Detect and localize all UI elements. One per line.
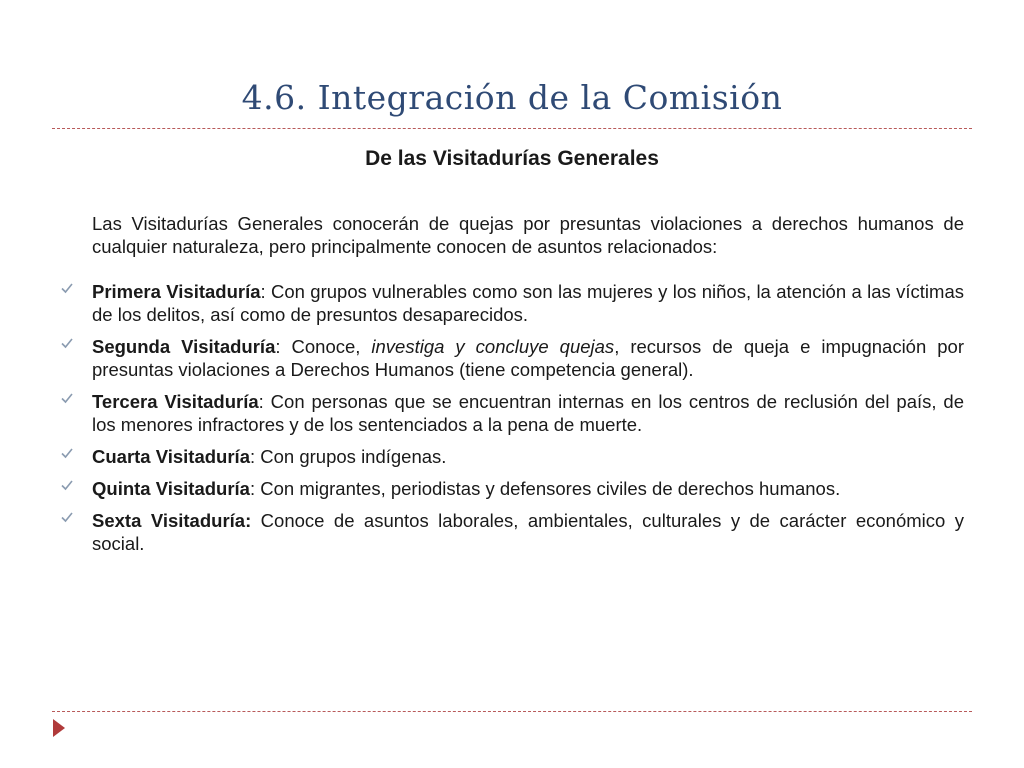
slide-content bbox=[60, 212, 964, 564]
item-text-italic: investiga y concluye quejas bbox=[371, 336, 615, 357]
item-label: Sexta Visitaduría: bbox=[92, 510, 252, 531]
item-label: Primera Visitaduría bbox=[92, 281, 261, 302]
nav-arrow-icon[interactable] bbox=[52, 718, 66, 738]
bottom-divider bbox=[52, 711, 972, 712]
list-item-cuarta bbox=[60, 445, 964, 468]
intro-paragraph: Las Visitadurías Generales conocerán de quejas por presuntas violaciones a derechos humanos de cualquier naturaleza, pero principalmente conocen de asuntos relacionados: bbox=[92, 213, 964, 257]
item-label: Quinta Visitaduría bbox=[92, 478, 250, 499]
list-item-segunda bbox=[60, 335, 964, 381]
item-label: Cuarta Visitaduría bbox=[92, 446, 250, 467]
check-icon bbox=[60, 336, 74, 350]
list-item-primera bbox=[60, 280, 964, 326]
item-text: : Con migrantes, periodistas y defensores civiles de derechos humanos. bbox=[249, 478, 841, 499]
visitadurias-list bbox=[60, 280, 964, 555]
check-icon bbox=[60, 391, 74, 405]
list-item-tercera bbox=[60, 390, 964, 436]
list-item-quinta bbox=[60, 477, 964, 500]
item-text: Conoce de asuntos laborales, ambientales, culturales y de carácter económico y social. bbox=[92, 510, 964, 554]
item-text: : Con grupos indígenas. bbox=[250, 446, 447, 467]
item-text: : Con personas que se encuentran internas en los centros de reclusión del país, de los menores infractores y de los sentenciados a la pena de muerte. bbox=[92, 391, 964, 435]
top-divider bbox=[52, 128, 972, 129]
list-item-sexta bbox=[60, 509, 964, 555]
check-icon bbox=[60, 446, 74, 460]
check-icon bbox=[60, 281, 74, 295]
item-text-pre: : Conoce, bbox=[275, 336, 372, 357]
slide-title: 4.6. Integración de la Comisión bbox=[241, 78, 783, 117]
item-text-post: , recursos de queja e impugnación por presuntas violaciones a Derechos Humanos (tiene competencia general). bbox=[92, 336, 964, 380]
item-label: Segunda Visitaduría bbox=[92, 336, 276, 357]
check-icon bbox=[60, 510, 74, 524]
check-icon bbox=[60, 478, 74, 492]
item-label: Tercera Visitaduría bbox=[92, 391, 259, 412]
item-text: : Con grupos vulnerables como son las mujeres y los niños, la atención a las víctimas de los delitos, así como de presuntos desaparecidos. bbox=[92, 281, 964, 325]
slide-subtitle: De las Visitadurías Generales bbox=[365, 147, 659, 170]
